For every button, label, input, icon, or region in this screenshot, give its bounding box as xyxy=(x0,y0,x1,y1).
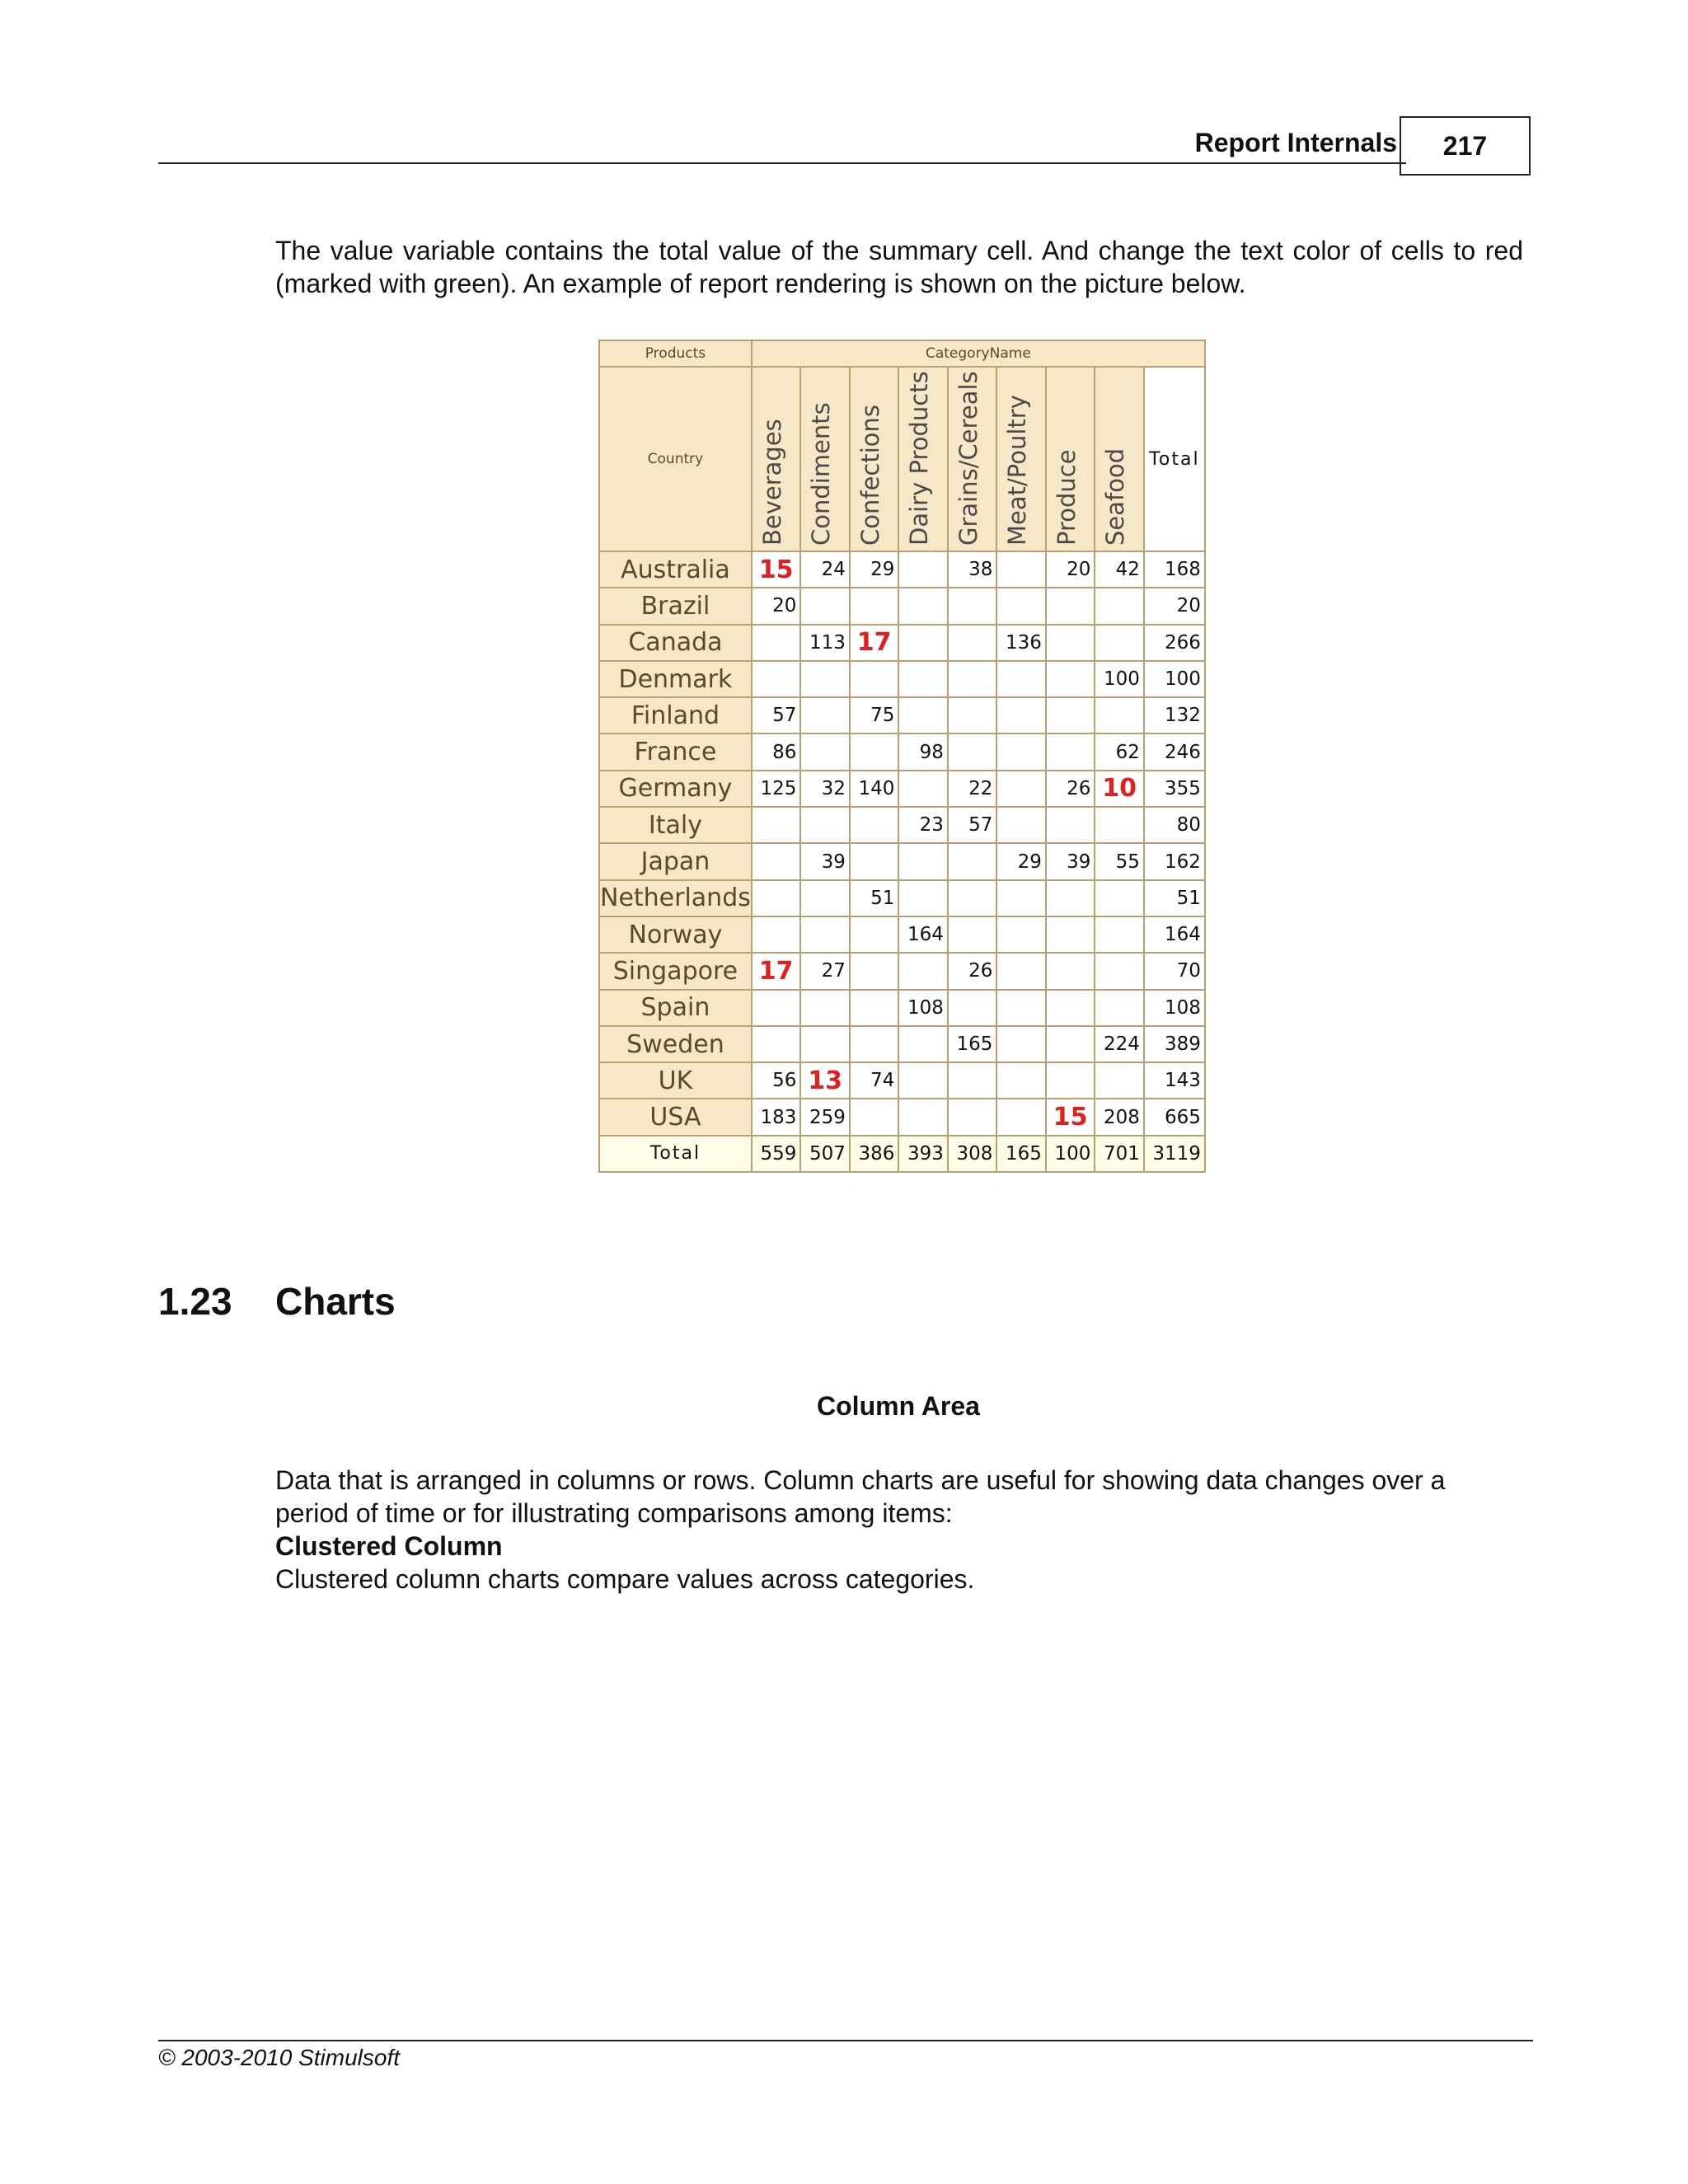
value-cell xyxy=(1095,953,1144,989)
pivot-row xyxy=(599,625,1205,661)
column-header-wrap xyxy=(851,368,895,551)
country-cell: Australia xyxy=(599,551,752,588)
value-cell xyxy=(850,990,899,1026)
pivot-row xyxy=(599,916,1205,953)
value-cell xyxy=(996,551,1046,588)
value-cell xyxy=(948,588,997,624)
value-cell: 26 xyxy=(948,953,997,989)
value-cell: 164 xyxy=(898,916,948,953)
row-total-cell: 20 xyxy=(1144,588,1205,624)
pivot-column-header xyxy=(850,367,899,551)
value-cell xyxy=(1046,880,1095,916)
column-header-label: Condiments xyxy=(807,402,836,546)
value-cell xyxy=(1095,697,1144,733)
pivot-row xyxy=(599,953,1205,989)
value-cell xyxy=(948,843,997,879)
clustered-column-description: Clustered column charts compare values across categories. xyxy=(275,1564,975,1594)
country-cell: Spain xyxy=(599,990,752,1026)
value-cell: 17 xyxy=(752,953,801,989)
value-cell xyxy=(898,661,948,697)
value-cell: 22 xyxy=(948,771,997,807)
value-cell: 24 xyxy=(800,551,850,588)
column-header-label: Grains/Cereals xyxy=(954,371,982,546)
value-cell xyxy=(996,661,1046,697)
value-cell xyxy=(1095,880,1144,916)
pivot-row xyxy=(599,843,1205,879)
country-cell: Japan xyxy=(599,843,752,879)
value-cell xyxy=(898,625,948,661)
column-total-cell: 165 xyxy=(996,1136,1046,1172)
footer-divider xyxy=(158,2040,1533,2041)
pivot-column-header xyxy=(1095,367,1144,551)
value-cell: 56 xyxy=(752,1062,801,1099)
value-cell: 136 xyxy=(996,625,1046,661)
pivot-row xyxy=(599,697,1205,733)
value-cell xyxy=(898,588,948,624)
page-number: 217 xyxy=(1400,116,1531,176)
value-cell xyxy=(1046,1062,1095,1099)
value-cell: 125 xyxy=(752,771,801,807)
value-cell: 27 xyxy=(800,953,850,989)
value-cell xyxy=(898,1099,948,1135)
country-cell: Norway xyxy=(599,916,752,953)
value-cell xyxy=(948,625,997,661)
pivot-row xyxy=(599,807,1205,843)
value-cell xyxy=(800,916,850,953)
pivot-row-header: Country xyxy=(599,367,752,551)
value-cell xyxy=(752,1026,801,1062)
column-header-wrap xyxy=(997,368,1042,551)
row-total-cell: 266 xyxy=(1144,625,1205,661)
pivot-row xyxy=(599,1026,1205,1062)
value-cell xyxy=(1046,733,1095,770)
value-cell xyxy=(898,1026,948,1062)
value-cell xyxy=(996,807,1046,843)
value-cell xyxy=(948,880,997,916)
footer-copyright: © 2003-2010 Stimulsoft xyxy=(158,2045,401,2070)
running-header-title: Report Internals xyxy=(1194,128,1397,157)
pivot-row xyxy=(599,588,1205,624)
value-cell xyxy=(752,625,801,661)
column-header-wrap xyxy=(899,368,944,551)
value-cell: 32 xyxy=(800,771,850,807)
value-cell xyxy=(1046,1026,1095,1062)
pivot-row xyxy=(599,551,1205,588)
column-header-wrap xyxy=(1095,368,1140,551)
country-cell: UK xyxy=(599,1062,752,1099)
value-cell: 15 xyxy=(752,551,801,588)
value-cell: 20 xyxy=(752,588,801,624)
value-cell: 39 xyxy=(1046,843,1095,879)
value-cell xyxy=(996,733,1046,770)
row-total-cell: 168 xyxy=(1144,551,1205,588)
column-total-cell: 386 xyxy=(850,1136,899,1172)
value-cell xyxy=(752,880,801,916)
value-cell: 26 xyxy=(1046,771,1095,807)
subheading: Column Area xyxy=(817,1391,980,1421)
value-cell xyxy=(898,843,948,879)
value-cell xyxy=(898,953,948,989)
country-cell: Canada xyxy=(599,625,752,661)
country-cell: France xyxy=(599,733,752,770)
pivot-row xyxy=(599,880,1205,916)
country-cell: Denmark xyxy=(599,661,752,697)
column-header-label: Produce xyxy=(1052,449,1081,546)
value-cell xyxy=(1046,661,1095,697)
value-cell xyxy=(800,697,850,733)
value-cell xyxy=(898,697,948,733)
value-cell xyxy=(850,1026,899,1062)
column-total-cell: 701 xyxy=(1095,1136,1144,1172)
value-cell xyxy=(996,916,1046,953)
value-cell: 86 xyxy=(752,733,801,770)
value-cell xyxy=(996,588,1046,624)
value-cell: 108 xyxy=(898,990,948,1026)
value-cell: 29 xyxy=(850,551,899,588)
pivot-row xyxy=(599,733,1205,770)
column-header-wrap xyxy=(753,368,797,551)
section-title: Charts xyxy=(275,1280,396,1323)
value-cell xyxy=(800,661,850,697)
country-cell: Netherlands xyxy=(599,880,752,916)
value-cell xyxy=(948,1062,997,1099)
row-total-cell: 162 xyxy=(1144,843,1205,879)
clustered-column-title: Clustered Column xyxy=(275,1531,503,1561)
value-cell xyxy=(1046,697,1095,733)
column-header-wrap xyxy=(801,368,846,551)
country-cell: Brazil xyxy=(599,588,752,624)
value-cell xyxy=(1095,916,1144,953)
value-cell xyxy=(948,1099,997,1135)
value-cell: 100 xyxy=(1095,661,1144,697)
value-cell xyxy=(948,697,997,733)
value-cell: 75 xyxy=(850,697,899,733)
value-cell xyxy=(850,733,899,770)
country-cell: Singapore xyxy=(599,953,752,989)
pivot-row xyxy=(599,1062,1205,1099)
country-cell: USA xyxy=(599,1099,752,1135)
value-cell xyxy=(1095,625,1144,661)
pivot-column-header xyxy=(898,367,948,551)
row-total-cell: 108 xyxy=(1144,990,1205,1026)
row-total-cell: 143 xyxy=(1144,1062,1205,1099)
row-total-cell: 70 xyxy=(1144,953,1205,989)
header-divider xyxy=(158,162,1406,164)
value-cell xyxy=(996,771,1046,807)
value-cell xyxy=(850,916,899,953)
pivot-category-header: CategoryName xyxy=(752,340,1205,367)
value-cell xyxy=(850,1099,899,1135)
value-cell: 55 xyxy=(1095,843,1144,879)
value-cell xyxy=(800,1026,850,1062)
totals-label: Total xyxy=(599,1136,752,1172)
value-cell xyxy=(948,661,997,697)
value-cell xyxy=(800,990,850,1026)
value-cell: 51 xyxy=(850,880,899,916)
value-cell: 57 xyxy=(948,807,997,843)
column-header-wrap xyxy=(949,368,993,551)
value-cell xyxy=(996,1099,1046,1135)
column-total-cell: 393 xyxy=(898,1136,948,1172)
country-cell: Italy xyxy=(599,807,752,843)
value-cell: 42 xyxy=(1095,551,1144,588)
value-cell: 38 xyxy=(948,551,997,588)
row-total-cell: 80 xyxy=(1144,807,1205,843)
value-cell: 259 xyxy=(800,1099,850,1135)
value-cell xyxy=(800,588,850,624)
value-cell xyxy=(752,807,801,843)
row-total-cell: 100 xyxy=(1144,661,1205,697)
value-cell xyxy=(752,916,801,953)
value-cell xyxy=(1095,990,1144,1026)
value-cell xyxy=(800,733,850,770)
value-cell xyxy=(996,990,1046,1026)
country-cell: Sweden xyxy=(599,1026,752,1062)
value-cell xyxy=(1046,807,1095,843)
pivot-row xyxy=(599,661,1205,697)
column-header-wrap xyxy=(1047,368,1091,551)
pivot-column-header xyxy=(752,367,801,551)
pivot-row xyxy=(599,990,1205,1026)
value-cell xyxy=(996,1026,1046,1062)
pivot-top-header-row xyxy=(599,340,1205,367)
value-cell: 140 xyxy=(850,771,899,807)
intro-paragraph: The value variable contains the total value of the summary cell. And change the text color of cells to red (marked with green). An example of report rendering is shown on the picture below. xyxy=(275,236,1523,298)
value-cell: 224 xyxy=(1095,1026,1144,1062)
value-cell xyxy=(996,1062,1046,1099)
value-cell: 17 xyxy=(850,625,899,661)
row-total-cell: 389 xyxy=(1144,1026,1205,1062)
column-header-label: Dairy Products xyxy=(905,371,934,546)
pivot-total-column-header: Total xyxy=(1144,367,1205,551)
value-cell: 165 xyxy=(948,1026,997,1062)
pivot-row xyxy=(599,1099,1205,1135)
value-cell: 39 xyxy=(800,843,850,879)
value-cell xyxy=(898,551,948,588)
pivot-row xyxy=(599,771,1205,807)
pivot-corner-label: Products xyxy=(599,340,752,367)
value-cell xyxy=(948,916,997,953)
row-total-cell: 355 xyxy=(1144,771,1205,807)
value-cell xyxy=(752,661,801,697)
pivot-column-header xyxy=(800,367,850,551)
value-cell xyxy=(850,953,899,989)
row-total-cell: 665 xyxy=(1144,1099,1205,1135)
column-header-label: Meat/Poultry xyxy=(1003,395,1032,546)
column-header-label: Beverages xyxy=(757,419,786,546)
value-cell: 23 xyxy=(898,807,948,843)
value-cell xyxy=(752,990,801,1026)
value-cell xyxy=(898,880,948,916)
value-cell xyxy=(996,880,1046,916)
pivot-table xyxy=(598,340,1206,1173)
value-cell xyxy=(996,953,1046,989)
pivot-column-header xyxy=(996,367,1046,551)
value-cell xyxy=(800,880,850,916)
value-cell: 29 xyxy=(996,843,1046,879)
value-cell xyxy=(1046,625,1095,661)
value-cell: 10 xyxy=(1095,771,1144,807)
value-cell: 20 xyxy=(1046,551,1095,588)
value-cell xyxy=(1095,588,1144,624)
pivot-column-header xyxy=(948,367,997,551)
value-cell: 62 xyxy=(1095,733,1144,770)
column-total-cell: 308 xyxy=(948,1136,997,1172)
row-total-cell: 164 xyxy=(1144,916,1205,953)
value-cell: 15 xyxy=(1046,1099,1095,1135)
value-cell xyxy=(1095,1062,1144,1099)
value-cell: 113 xyxy=(800,625,850,661)
column-header-label: Confections xyxy=(856,404,884,546)
pivot-totals-row xyxy=(599,1136,1205,1172)
value-cell xyxy=(948,990,997,1026)
pivot-column-header-row xyxy=(599,367,1205,551)
value-cell: 183 xyxy=(752,1099,801,1135)
value-cell xyxy=(850,661,899,697)
body-paragraph: Data that is arranged in columns or rows. Column charts are useful for showing data changes over a period of time or for illustrating comparisons among items: xyxy=(275,1465,1446,1528)
row-total-cell: 246 xyxy=(1144,733,1205,770)
country-cell: Germany xyxy=(599,771,752,807)
value-cell xyxy=(898,771,948,807)
value-cell: 98 xyxy=(898,733,948,770)
body-text xyxy=(275,1464,1523,1596)
value-cell xyxy=(850,843,899,879)
value-cell xyxy=(996,697,1046,733)
value-cell xyxy=(1046,990,1095,1026)
country-cell: Finland xyxy=(599,697,752,733)
value-cell: 57 xyxy=(752,697,801,733)
pivot-column-header xyxy=(1046,367,1095,551)
value-cell xyxy=(898,1062,948,1099)
column-total-cell: 100 xyxy=(1046,1136,1095,1172)
value-cell: 208 xyxy=(1095,1099,1144,1135)
row-total-cell: 51 xyxy=(1144,880,1205,916)
column-header-label: Seafood xyxy=(1101,448,1130,546)
value-cell xyxy=(850,807,899,843)
value-cell xyxy=(850,588,899,624)
value-cell xyxy=(1046,588,1095,624)
value-cell xyxy=(800,807,850,843)
value-cell xyxy=(1046,916,1095,953)
value-cell xyxy=(752,843,801,879)
row-total-cell: 132 xyxy=(1144,697,1205,733)
value-cell xyxy=(948,733,997,770)
value-cell: 13 xyxy=(800,1062,850,1099)
section-number: 1.23 xyxy=(158,1280,232,1323)
column-total-cell: 559 xyxy=(752,1136,801,1172)
value-cell: 74 xyxy=(850,1062,899,1099)
column-total-cell: 507 xyxy=(800,1136,850,1172)
value-cell xyxy=(1046,953,1095,989)
value-cell xyxy=(1095,807,1144,843)
grand-total-cell: 3119 xyxy=(1144,1136,1205,1172)
